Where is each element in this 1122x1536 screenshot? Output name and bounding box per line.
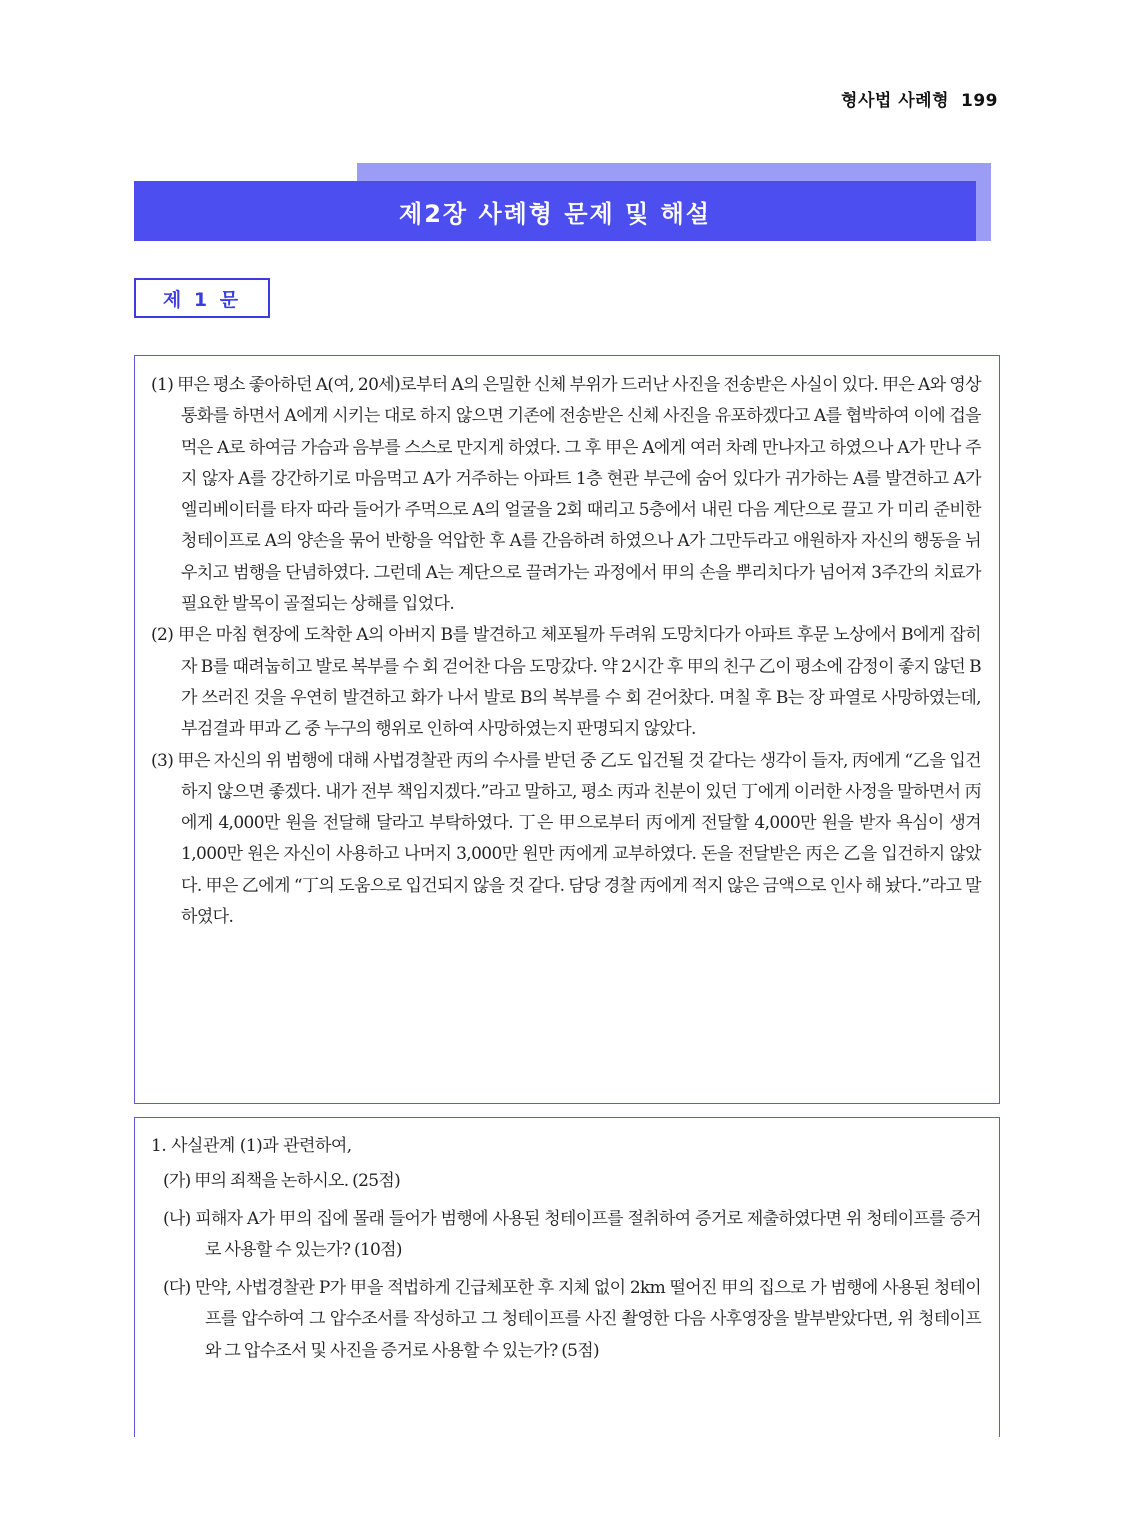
fact-paragraph-3: (3) 甲은 자신의 위 범행에 대해 사법경찰관 丙의 수사를 받던 중 乙도 입건될 것 같다는 생각이 들자, 丙에게 “乙을 입건하지 않으면 좋겠다. 내가 전부 책임지겠다.”라고 말하고, 평소 丙과 친분이 있던 丁에게 이러한 사정을 말하면서 丙에게 4,000만 원을 전달해 달라고 부탁하였다. 丁은 甲으로부터 丙에게 전달할 4,000만 원을 받자 욕심이 생겨 1,000만 원은 자신이 사용하고 나머지 3,000만 원만 丙에게 교부하였다. 돈을 전달받은 丙은 乙을 입건하지 않았다. 甲은 乙에게 “丁의 도움으로 입건되지 않을 것 같다. 담당 경찰 丙에게 적지 않은 금액으로 인사 해 놨다.”라고 말하였다. [151,750,981,928]
sub-question-na: (나) 피해자 A가 甲의 집에 몰래 들어가 범행에 사용된 청테이프를 절취하여 증거로 제출하였다면 위 청테이프를 증거로 사용할 수 있는가? (10점) [163,1208,981,1260]
fact-paragraph-2: (2) 甲은 마침 현장에 도착한 A의 아버지 B를 발견하고 체포될까 두려워 도망치다가 아파트 후문 노상에서 B에게 잡히자 B를 때려눕히고 발로 복부를 수 회 걷어찬 다음 도망갔다. 약 2시간 후 甲의 친구 乙이 평소에 감정이 좋지 않던 B가 쓰러진 것을 우연히 발견하고 화가 나서 발로 B의 복부를 수 회 걷어찼다. 며칠 후 B는 장 파열로 사망하였는데, 부검결과 甲과 乙 중 누구의 행위로 인하여 사망하였는지 판명되지 않았다. [151,625,981,740]
question-intro: 1. 사실관계 (1)과 관련하여, [151,1136,352,1156]
facts-box [134,355,1000,1104]
chapter-title: 제2장 사례형 문제 및 해설 [399,199,711,228]
fact-paragraph-1: (1) 甲은 평소 좋아하던 A(여, 20세)로부터 A의 은밀한 신체 부위가 드러난 사진을 전송받은 사실이 있다. 甲은 A와 영상 통화를 하면서 A에게 시키는 대로 하지 않으면 기존에 전송받은 신체 사진을 유포하겠다고 A를 협박하여 이에 겁을 먹은 A로 하여금 가슴과 음부를 스스로 만지게 하였다. 그 후 甲은 A에게 여러 차례 만나자고 하였으나 A가 만나 주지 않자 A를 강간하기로 마음먹고 A가 거주하는 아파트 1층 현관 부근에 숨어 있다가 귀가하는 A를 발견하고 A가 엘리베이터를 타자 따라 들어가 주먹으로 A의 얼굴을 2회 때리고 5층에서 내린 다음 계단으로 끌고 가 미리 준비한 청테이프로 A의 양손을 묶어 반항을 억압한 후 A를 간음하려 하였으나 A가 그만두라고 애원하자 자신의 행동을 뉘우치고 범행을 단념하였다. 그런데 A는 계단으로 끌려가는 과정에서 甲의 손을 뿌리치다가 넘어져 3주간의 치료가 필요한 발목이 골절되는 상해를 입었다. [151,375,981,615]
sub-question-ga: (가) 甲의 죄책을 논하시오. (25점) [163,1171,400,1191]
questions-box [134,1117,1000,1437]
question-label: 제 1 문 [134,278,270,318]
chapter-banner [134,181,976,241]
page-number: 199 [961,91,998,111]
running-header [841,86,998,111]
sub-question-da: (다) 만약, 사법경찰관 P가 甲을 적법하게 긴급체포한 후 지체 없이 2km 떨어진 甲의 집으로 가 범행에 사용된 청테이프를 압수하여 그 압수조서를 작성하고 그 청테이프를 사진 촬영한 다음 사후영장을 발부받았다면, 위 청테이프와 그 압수조서 및 사진을 증거로 사용할 수 있는가? (5점) [163,1277,981,1361]
header-title: 형사법 사례형 [841,91,949,111]
